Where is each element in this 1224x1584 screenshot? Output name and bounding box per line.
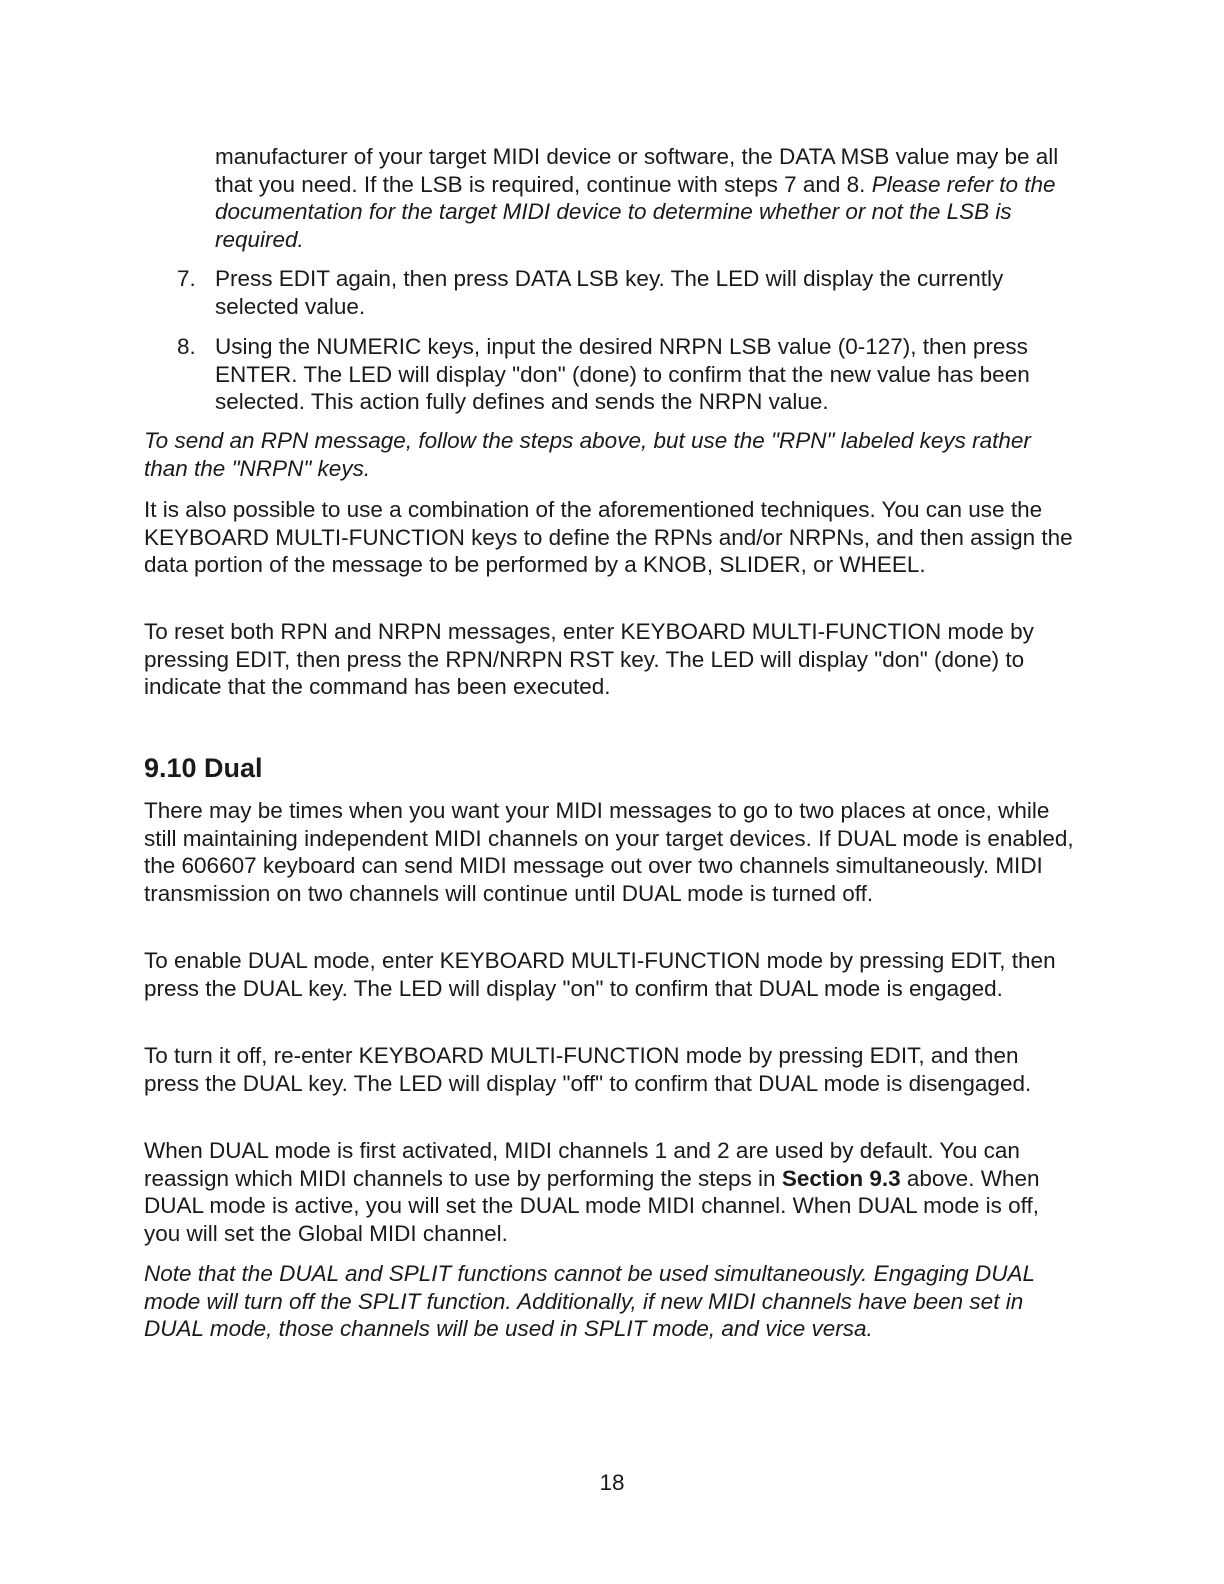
dual-intro-paragraph: There may be times when you want your MIDI messages to go to two places at once, while still maintaining independent MIDI channels on your target devices. If DUAL mode is enabled, the 606607 keyboard can send MIDI message out over two channels simultaneously. MIDI transmission on two channels will continue until DUAL mode is turned off. [144,798,1074,906]
section-heading: 9.10 Dual [144,753,263,783]
section-reference: Section 9.3 [781,1165,901,1191]
page-number: 18 [599,1470,625,1495]
dual-disable-paragraph: To turn it off, re-enter KEYBOARD MULTI-FUNCTION mode by pressing EDIT, and then press the DUAL key. The LED will display "off" to confirm that DUAL mode is disengaged. [144,1043,1032,1096]
dual-split-note: Note that the DUAL and SPLIT functions cannot be used simultaneously. Engaging DUAL mode will turn off the SPLIT function. Additionally, if new MIDI channels have been set in DUAL mode, those channels will be used in SPLIT mode, and vice versa. [144,1261,1035,1342]
step-number-7: 7. [177,266,196,291]
channels-text-before: When DUAL mode is first activated, MIDI channels 1 and 2 are used by default. You can reassign which MIDI channels to use by performing the steps in [144,1138,1020,1191]
continuation-italic-note: Please refer to the documentation for the target MIDI device to determine whether or not the LSB is required. [215,171,1056,252]
dual-channels-paragraph [144,1137,1074,1247]
continuation-paragraph [215,143,1075,253]
reset-paragraph: To reset both RPN and NRPN messages, enter KEYBOARD MULTI-FUNCTION mode by pressing EDIT, then press the RPN/NRPN RST key. The LED will display "don" (done) to indicate that the command has been executed. [144,619,1034,700]
continuation-text: manufacturer of your target MIDI device or software, the DATA MSB value may be all that you need. If the LSB is required, continue with steps 7 and 8. [215,144,1059,197]
dual-enable-paragraph: To enable DUAL mode, enter KEYBOARD MULTI-FUNCTION mode by pressing EDIT, then press the DUAL key. The LED will display "on" to confirm that DUAL mode is engaged. [144,948,1056,1001]
step-7-text: Press EDIT again, then press DATA LSB key. The LED will display the currently selected value. [215,266,1004,319]
rpn-note: To send an RPN message, follow the steps above, but use the "RPN" labeled keys rather than the "NRPN" keys. [144,428,1031,481]
channels-text-after: above. When DUAL mode is active, you will set the DUAL mode MIDI channel. When DUAL mode is off, you will set the Global MIDI channel. [144,1165,1040,1246]
combination-paragraph: It is also possible to use a combination of the aforementioned techniques. You can use the KEYBOARD MULTI-FUNCTION keys to define the RPNs and/or NRPNs, and then assign the data portion of the message to be performed by a KNOB, SLIDER, or WHEEL. [144,497,1073,578]
step-8-text: Using the NUMERIC keys, input the desired NRPN LSB value (0-127), then press ENTER. The LED will display "don" (done) to confirm that the new value has been selected. This action fully defines and sends the NRPN value. [215,334,1030,415]
step-number-8: 8. [177,334,196,359]
